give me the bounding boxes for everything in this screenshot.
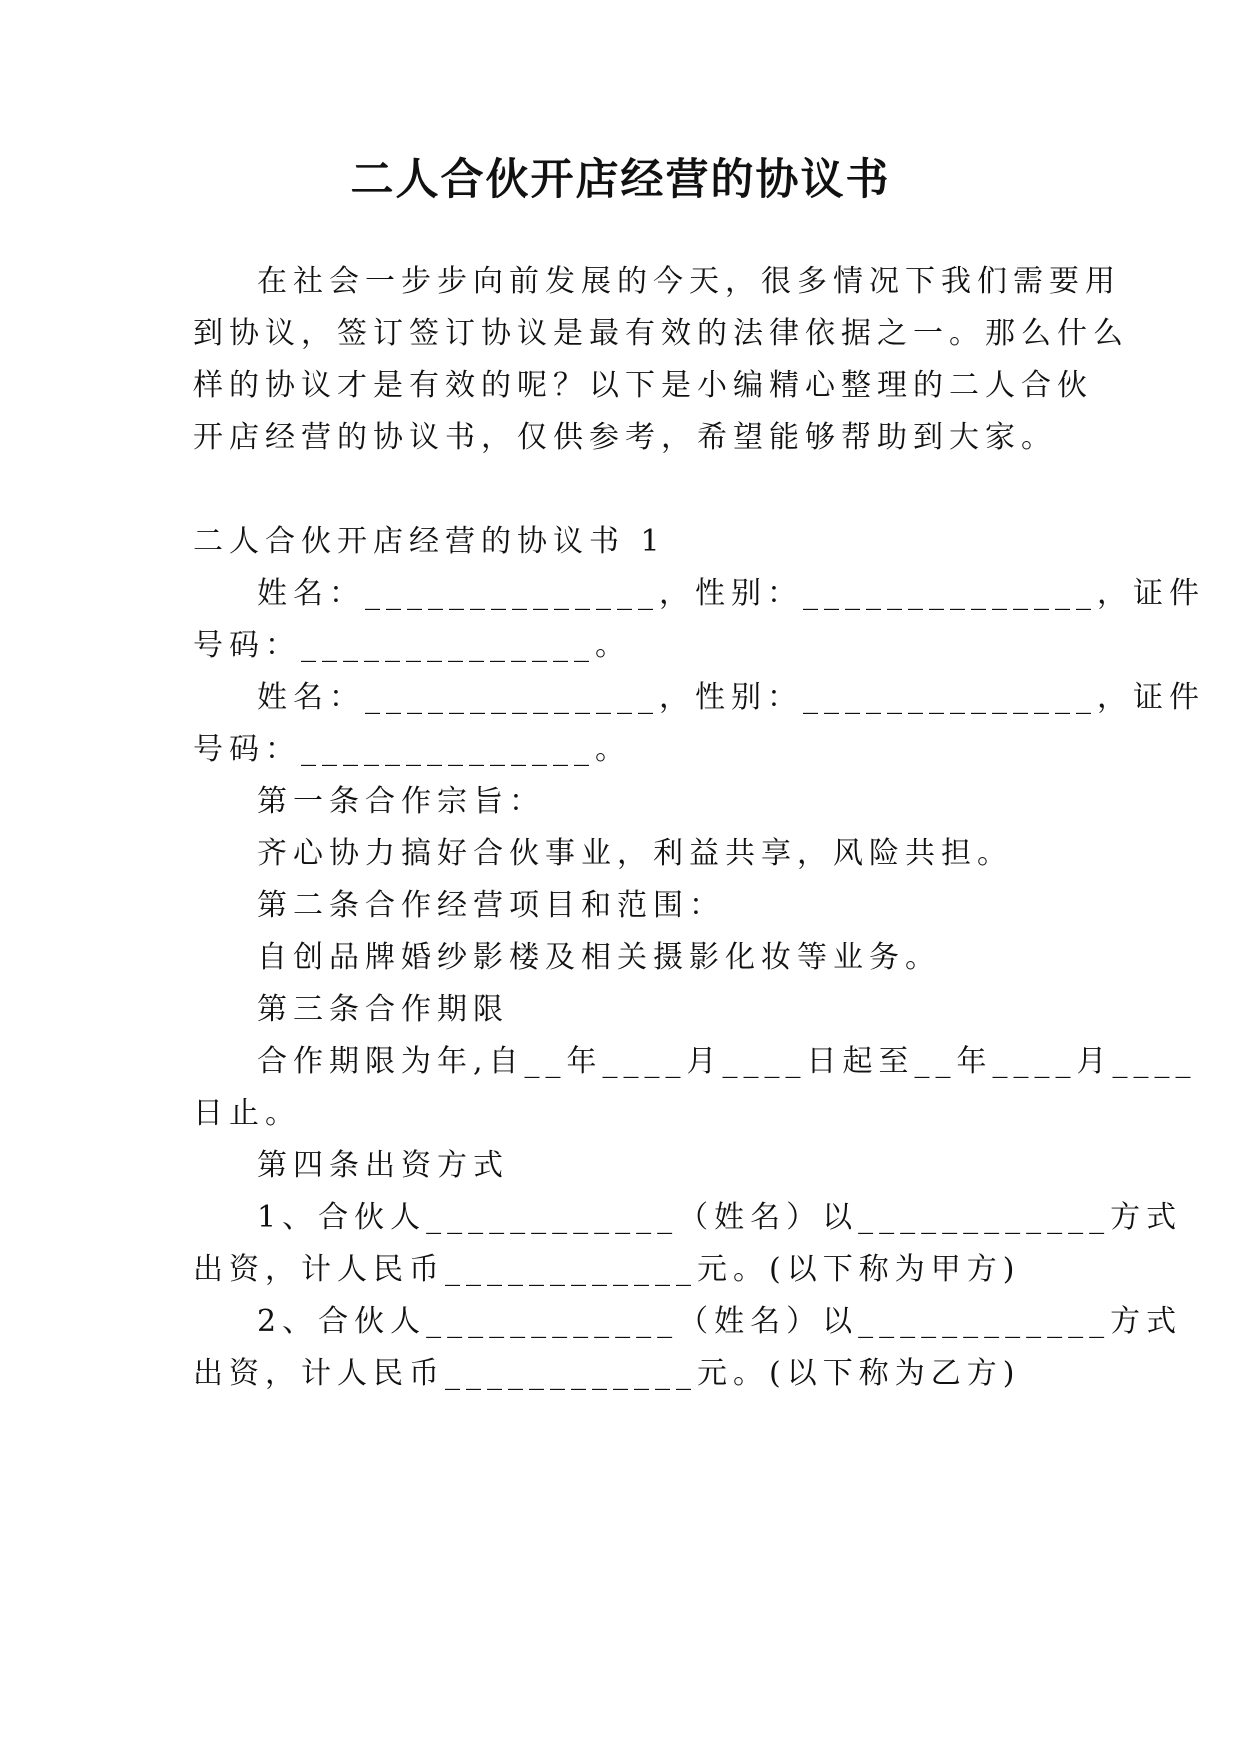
article-heading: 第三条合作期限 bbox=[257, 992, 509, 1027]
article-heading: 第一条合作宗旨： bbox=[257, 784, 545, 819]
intro-line: 开店经营的协议书，仅供参考，希望能够帮助到大家。 bbox=[193, 420, 1057, 455]
article-text: 合作期限为年,自__年____月____日起至__年____月____ bbox=[257, 1044, 1197, 1079]
party-b-id-field: 号码：______________。 bbox=[193, 732, 631, 767]
article-text: 自创品牌婚纱影楼及相关摄影化妆等业务。 bbox=[257, 940, 941, 975]
party-a-id-field: 号码：______________。 bbox=[193, 628, 631, 663]
party-b-name-field: 姓名：______________，性别：______________，证件 bbox=[257, 680, 1205, 715]
article-text: 日止。 bbox=[193, 1096, 301, 1131]
section-heading: 二人合伙开店经营的协议书 1 bbox=[193, 524, 666, 559]
document-title: 二人合伙开店经营的协议书 bbox=[350, 155, 891, 205]
article-text: 齐心协力搞好合伙事业，利益共享，风险共担。 bbox=[257, 836, 1013, 871]
article-heading: 第二条合作经营项目和范围： bbox=[257, 888, 725, 923]
article-text: 2、合伙人____________（姓名）以____________方式 bbox=[257, 1304, 1183, 1339]
article-text: 1、合伙人____________（姓名）以____________方式 bbox=[257, 1200, 1183, 1235]
party-a-name-field: 姓名：______________，性别：______________，证件 bbox=[257, 576, 1205, 611]
intro-line: 到协议，签订签订协议是最有效的法律依据之一。那么什么 bbox=[193, 316, 1129, 351]
article-heading: 第四条出资方式 bbox=[257, 1148, 509, 1183]
intro-line: 样的协议才是有效的呢？以下是小编精心整理的二人合伙 bbox=[193, 368, 1093, 403]
article-text: 出资，计人民币____________元。(以下称为乙方) bbox=[193, 1356, 1021, 1391]
article-text: 出资，计人民币____________元。(以下称为甲方) bbox=[193, 1252, 1021, 1287]
intro-line: 在社会一步步向前发展的今天，很多情况下我们需要用 bbox=[257, 264, 1121, 299]
